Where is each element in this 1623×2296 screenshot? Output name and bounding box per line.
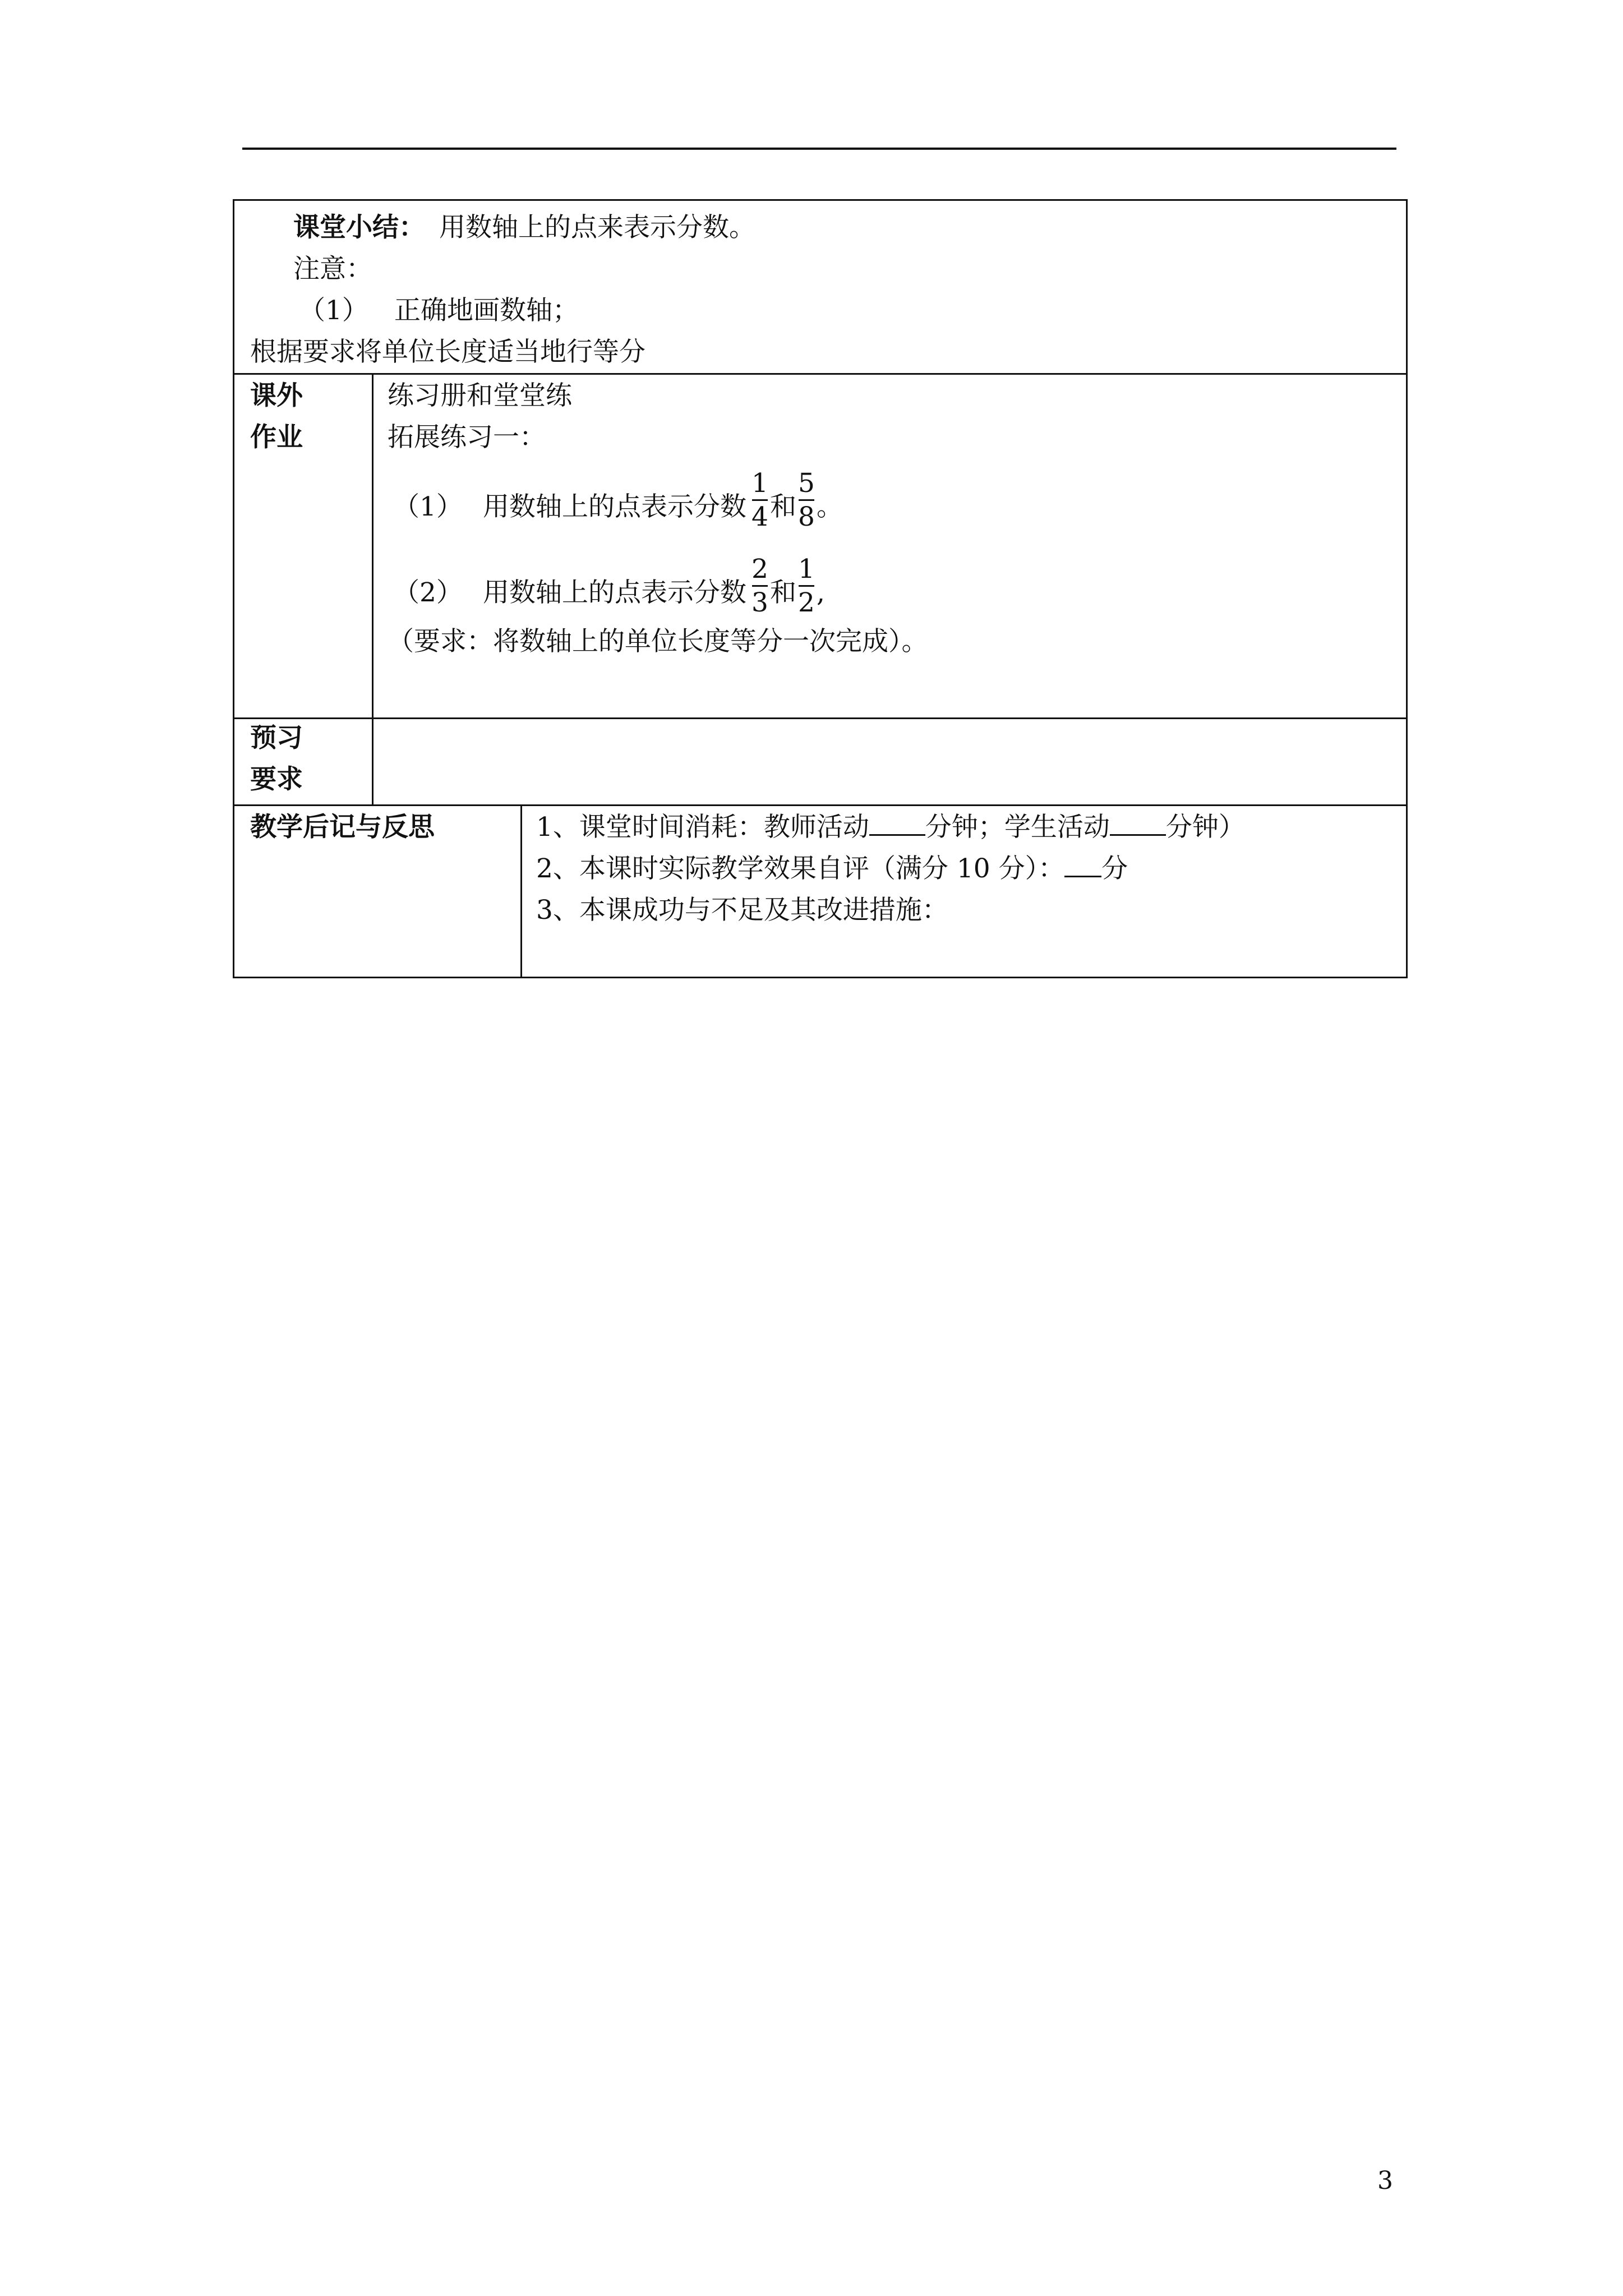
q1-fraction-2 bbox=[796, 470, 817, 530]
homework-label-line2: 作业 bbox=[250, 422, 303, 453]
q2-fraction-1-numerator: 2 bbox=[751, 554, 768, 585]
reflection-line1 bbox=[536, 812, 1245, 843]
q2-end: , bbox=[817, 577, 825, 608]
q2-fraction-1-denominator: 3 bbox=[751, 587, 768, 618]
page-number: 3 bbox=[1377, 2166, 1393, 2195]
fraction-bar bbox=[799, 499, 814, 501]
preview-label-line1: 预习 bbox=[250, 723, 303, 753]
teacher-minutes-blank[interactable] bbox=[869, 814, 925, 836]
homework-content-cell bbox=[372, 375, 1406, 717]
q2-fraction-2-numerator: 1 bbox=[798, 554, 815, 585]
q1-fraction-1 bbox=[750, 470, 770, 530]
homework-label-line1: 课外 bbox=[250, 380, 303, 411]
item1-number: （1） bbox=[299, 295, 368, 326]
q2-and: 和 bbox=[770, 577, 796, 608]
summary-label: 课堂小结： bbox=[293, 212, 425, 243]
fraction-bar bbox=[799, 585, 814, 587]
homework-line1: 练习册和堂堂练 bbox=[388, 380, 572, 411]
homework-row bbox=[233, 373, 1408, 717]
reflection-line3: 3、本课成功与不足及其改进措施： bbox=[536, 895, 948, 926]
student-minutes-blank[interactable] bbox=[1110, 814, 1166, 836]
q2-fraction-2 bbox=[796, 556, 817, 616]
reflection-line1-part1: 1、课堂时间消耗：教师活动 bbox=[536, 812, 869, 843]
preview-row bbox=[233, 717, 1408, 804]
reflection-label: 教学后记与反思 bbox=[250, 812, 435, 843]
q2-number: （2） bbox=[393, 577, 463, 608]
q2-fraction-1 bbox=[750, 556, 770, 616]
reflection-line2-part2: 分 bbox=[1101, 853, 1128, 884]
reflection-line2-part1: 2、本课时实际教学效果自评（满分 10 分）： bbox=[536, 853, 1065, 884]
preview-label-line2: 要求 bbox=[250, 764, 303, 795]
q1-text: 用数轴上的点表示分数 bbox=[483, 491, 746, 522]
fraction-bar bbox=[752, 499, 768, 501]
q1-fraction-1-denominator: 4 bbox=[751, 501, 768, 532]
q1-fraction-2-denominator: 8 bbox=[798, 501, 815, 532]
reflection-content-cell bbox=[520, 806, 1406, 977]
summary-text: 用数轴上的点来表示分数。 bbox=[439, 212, 755, 243]
summary-row bbox=[233, 199, 1408, 373]
preview-label-cell bbox=[234, 719, 372, 804]
reflection-line1-part2: 分钟；学生活动 bbox=[925, 812, 1110, 843]
homework-requirement: （要求：将数轴上的单位长度等分一次完成）。 bbox=[388, 626, 928, 657]
q2-fraction-2-denominator: 2 bbox=[798, 587, 815, 618]
score-blank[interactable] bbox=[1064, 855, 1101, 877]
homework-line2: 拓展练习一： bbox=[388, 422, 546, 453]
reflection-line2 bbox=[536, 855, 1128, 882]
q1-end: 。 bbox=[817, 491, 843, 522]
reflection-line1-part3: 分钟） bbox=[1165, 812, 1245, 843]
reflection-row bbox=[233, 804, 1408, 978]
preview-content-cell bbox=[372, 719, 1406, 804]
homework-label-cell bbox=[234, 375, 372, 717]
q1-number: （1） bbox=[393, 491, 463, 522]
lesson-table bbox=[233, 199, 1408, 978]
q2-text: 用数轴上的点表示分数 bbox=[483, 577, 746, 608]
note-label: 注意： bbox=[293, 254, 372, 284]
item1-text: 正确地画数轴； bbox=[394, 295, 579, 326]
reflection-label-cell bbox=[234, 806, 520, 977]
q1-fraction-1-numerator: 1 bbox=[751, 468, 768, 499]
fraction-bar bbox=[752, 585, 768, 587]
q1-fraction-2-numerator: 5 bbox=[798, 468, 815, 499]
header-rule bbox=[242, 148, 1396, 150]
q1-and: 和 bbox=[770, 491, 796, 522]
item2-text: 根据要求将单位长度适当地行等分 bbox=[250, 337, 645, 367]
